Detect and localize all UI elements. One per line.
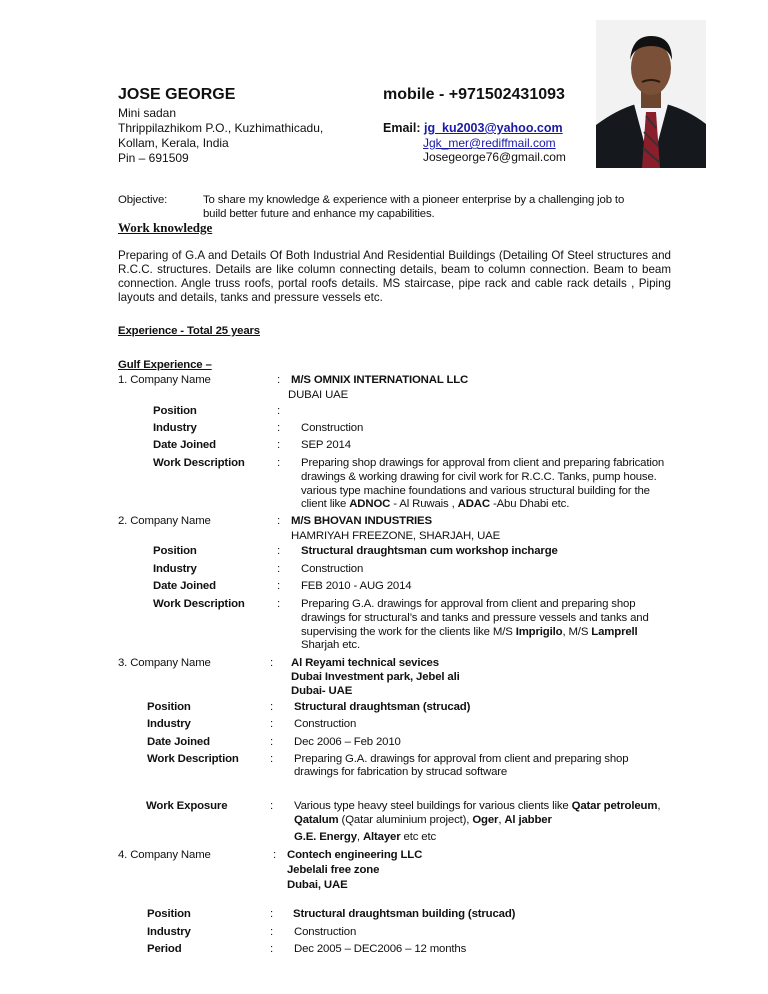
date-joined-value: SEP 2014 bbox=[301, 439, 351, 451]
description-line: various type machine foundations and various structural building for the bbox=[301, 485, 650, 497]
colon: : bbox=[277, 405, 281, 417]
text: client like bbox=[301, 498, 350, 510]
position-value: Structural draughtsman building (strucad) bbox=[293, 908, 516, 920]
exposure-line bbox=[294, 830, 436, 844]
company-label: 2. Company Name bbox=[118, 515, 211, 527]
candidate-name: JOSE GEORGE bbox=[118, 86, 236, 103]
colon: : bbox=[277, 515, 281, 527]
client-name: Oger bbox=[472, 814, 499, 826]
position-label: Position bbox=[147, 908, 191, 920]
work-description-label: Work Description bbox=[153, 457, 245, 469]
description-line: Preparing G.A. drawings for approval from client and preparing shop bbox=[294, 753, 629, 765]
experience-heading: Experience - Total 25 years bbox=[118, 325, 260, 337]
address-line: Pin – 691509 bbox=[118, 151, 189, 165]
company-location: Dubai Investment park, Jebel ali bbox=[291, 671, 460, 683]
company-label: 3. Company Name bbox=[118, 657, 211, 669]
email-link[interactable]: jg_ku2003@yahoo.com bbox=[424, 121, 563, 135]
colon: : bbox=[270, 908, 274, 920]
industry-label: Industry bbox=[153, 563, 197, 575]
industry-value: Construction bbox=[294, 718, 357, 730]
text: Various type heavy steel buildings for various clients like bbox=[294, 800, 572, 812]
position-value: Structural draughtsman cum workshop incharge bbox=[301, 545, 558, 557]
gulf-experience-heading: Gulf Experience – bbox=[118, 359, 212, 371]
industry-label: Industry bbox=[147, 926, 191, 938]
industry-value: Construction bbox=[301, 422, 364, 434]
exposure-line bbox=[294, 813, 552, 827]
colon: : bbox=[277, 439, 281, 451]
text: (Qatar aluminium project), bbox=[338, 814, 473, 826]
description-line: drawings for structural’s and tanks and pressure vessels and tanks and bbox=[301, 612, 649, 624]
client-name: Qatalum bbox=[294, 814, 339, 826]
work-description-label: Work Description bbox=[153, 598, 245, 610]
colon: : bbox=[277, 580, 281, 592]
client-name: Al jabber bbox=[504, 814, 552, 826]
colon: : bbox=[277, 457, 281, 469]
company-name: Al Reyami technical sevices bbox=[291, 657, 439, 669]
client-name: ADNOC bbox=[349, 498, 391, 510]
period-label: Period bbox=[147, 943, 182, 955]
text: , M/S bbox=[562, 626, 592, 638]
client-name: G.E. Energy bbox=[294, 831, 357, 843]
date-joined-value: Dec 2006 – Feb 2010 bbox=[294, 736, 401, 748]
client-name: Altayer bbox=[362, 831, 401, 843]
position-value: Structural draughtsman (strucad) bbox=[294, 701, 471, 713]
colon: : bbox=[273, 849, 277, 861]
date-joined-value: FEB 2010 - AUG 2014 bbox=[301, 580, 412, 592]
description-line: Preparing G.A. drawings for approval from client and preparing shop bbox=[301, 598, 636, 610]
colon: : bbox=[277, 374, 281, 386]
date-joined-label: Date Joined bbox=[153, 580, 216, 592]
mobile-number: mobile - +971502431093 bbox=[383, 86, 565, 103]
colon: : bbox=[270, 943, 274, 955]
period-value: Dec 2005 – DEC2006 – 12 months bbox=[294, 943, 467, 955]
company-location: HAMRIYAH FREEZONE, SHARJAH, UAE bbox=[291, 530, 501, 542]
industry-value: Construction bbox=[294, 926, 357, 938]
text: , bbox=[498, 814, 505, 826]
colon: : bbox=[277, 598, 281, 610]
company-label: 1. Company Name bbox=[118, 374, 211, 386]
colon: : bbox=[270, 701, 274, 713]
colon: : bbox=[270, 657, 274, 669]
email-text: Josegeorge76@gmail.com bbox=[423, 150, 566, 164]
text: -Abu Dhabi etc. bbox=[489, 498, 570, 510]
objective-label: Objective: bbox=[118, 194, 168, 206]
description-line: Sharjah etc. bbox=[301, 639, 360, 651]
colon: : bbox=[270, 736, 274, 748]
client-name: Imprigilo bbox=[515, 626, 563, 638]
text: , bbox=[356, 831, 363, 843]
industry-value: Construction bbox=[301, 563, 364, 575]
description-line: Preparing shop drawings for approval from client and preparing fabrication bbox=[301, 457, 665, 469]
industry-label: Industry bbox=[153, 422, 197, 434]
description-line: drawings for fabrication by strucad software bbox=[294, 766, 508, 778]
colon: : bbox=[277, 563, 281, 575]
text: , bbox=[657, 800, 661, 812]
industry-label: Industry bbox=[147, 718, 191, 730]
colon: : bbox=[270, 926, 274, 938]
address-line: Kollam, Kerala, India bbox=[118, 136, 229, 150]
company-location: Dubai- UAE bbox=[291, 685, 353, 697]
position-label: Position bbox=[153, 545, 197, 557]
company-location: Dubai, UAE bbox=[287, 879, 348, 891]
profile-photo bbox=[596, 20, 706, 168]
description-line: drawings & working drawing for civil work for R.C.C. Tanks, pump house. bbox=[301, 471, 657, 483]
description-line bbox=[301, 625, 638, 639]
objective-text: build better future and enhance my capabilities. bbox=[203, 208, 435, 220]
email-link[interactable]: Jgk_mer@rediffmail.com bbox=[423, 136, 556, 150]
text: etc etc bbox=[400, 831, 437, 843]
objective-text: To share my knowledge & experience with a pioneer enterprise by a challenging job to bbox=[203, 194, 625, 206]
company-location: DUBAI UAE bbox=[288, 389, 349, 401]
colon: : bbox=[270, 753, 274, 765]
company-label: 4. Company Name bbox=[118, 849, 211, 861]
position-label: Position bbox=[147, 701, 191, 713]
work-knowledge-text: Preparing of G.A and Details Of Both Industrial And Residential Buildings (Detailing Of Steel structures and R.C.C. structures. Details are like column connecting details, beam to column connection. Beam to beam connection. Angle truss roofs, portal roofs details. MS staircase, pipe rack and cable rack details , Piping layouts and details, tanks and pressure vessels etc. bbox=[118, 249, 671, 304]
work-exposure-label: Work Exposure bbox=[146, 800, 228, 812]
colon: : bbox=[277, 545, 281, 557]
date-joined-label: Date Joined bbox=[153, 439, 216, 451]
company-location: Jebelali free zone bbox=[287, 864, 380, 876]
work-knowledge-heading: Work knowledge bbox=[118, 220, 213, 235]
client-name: Lamprell bbox=[591, 626, 638, 638]
colon: : bbox=[270, 800, 274, 812]
colon: : bbox=[277, 422, 281, 434]
address-line: Thrippilazhikom P.O., Kuzhimathicadu, bbox=[118, 121, 324, 135]
work-description-label: Work Description bbox=[147, 753, 239, 765]
exposure-line bbox=[294, 799, 660, 813]
date-joined-label: Date Joined bbox=[147, 736, 210, 748]
client-name: Qatar petroleum bbox=[571, 800, 658, 812]
company-name: Contech engineering LLC bbox=[287, 849, 423, 861]
email-label: Email: bbox=[383, 121, 421, 135]
client-name: ADAC bbox=[457, 498, 490, 510]
colon: : bbox=[270, 718, 274, 730]
position-label: Position bbox=[153, 405, 197, 417]
text: - Al Ruwais , bbox=[390, 498, 458, 510]
address-line: Mini sadan bbox=[118, 106, 177, 120]
company-name: M/S OMNIX INTERNATIONAL LLC bbox=[291, 374, 469, 386]
company-name: M/S BHOVAN INDUSTRIES bbox=[291, 515, 432, 527]
description-line bbox=[301, 497, 569, 511]
text: supervising the work for the clients like M/S bbox=[301, 626, 516, 638]
